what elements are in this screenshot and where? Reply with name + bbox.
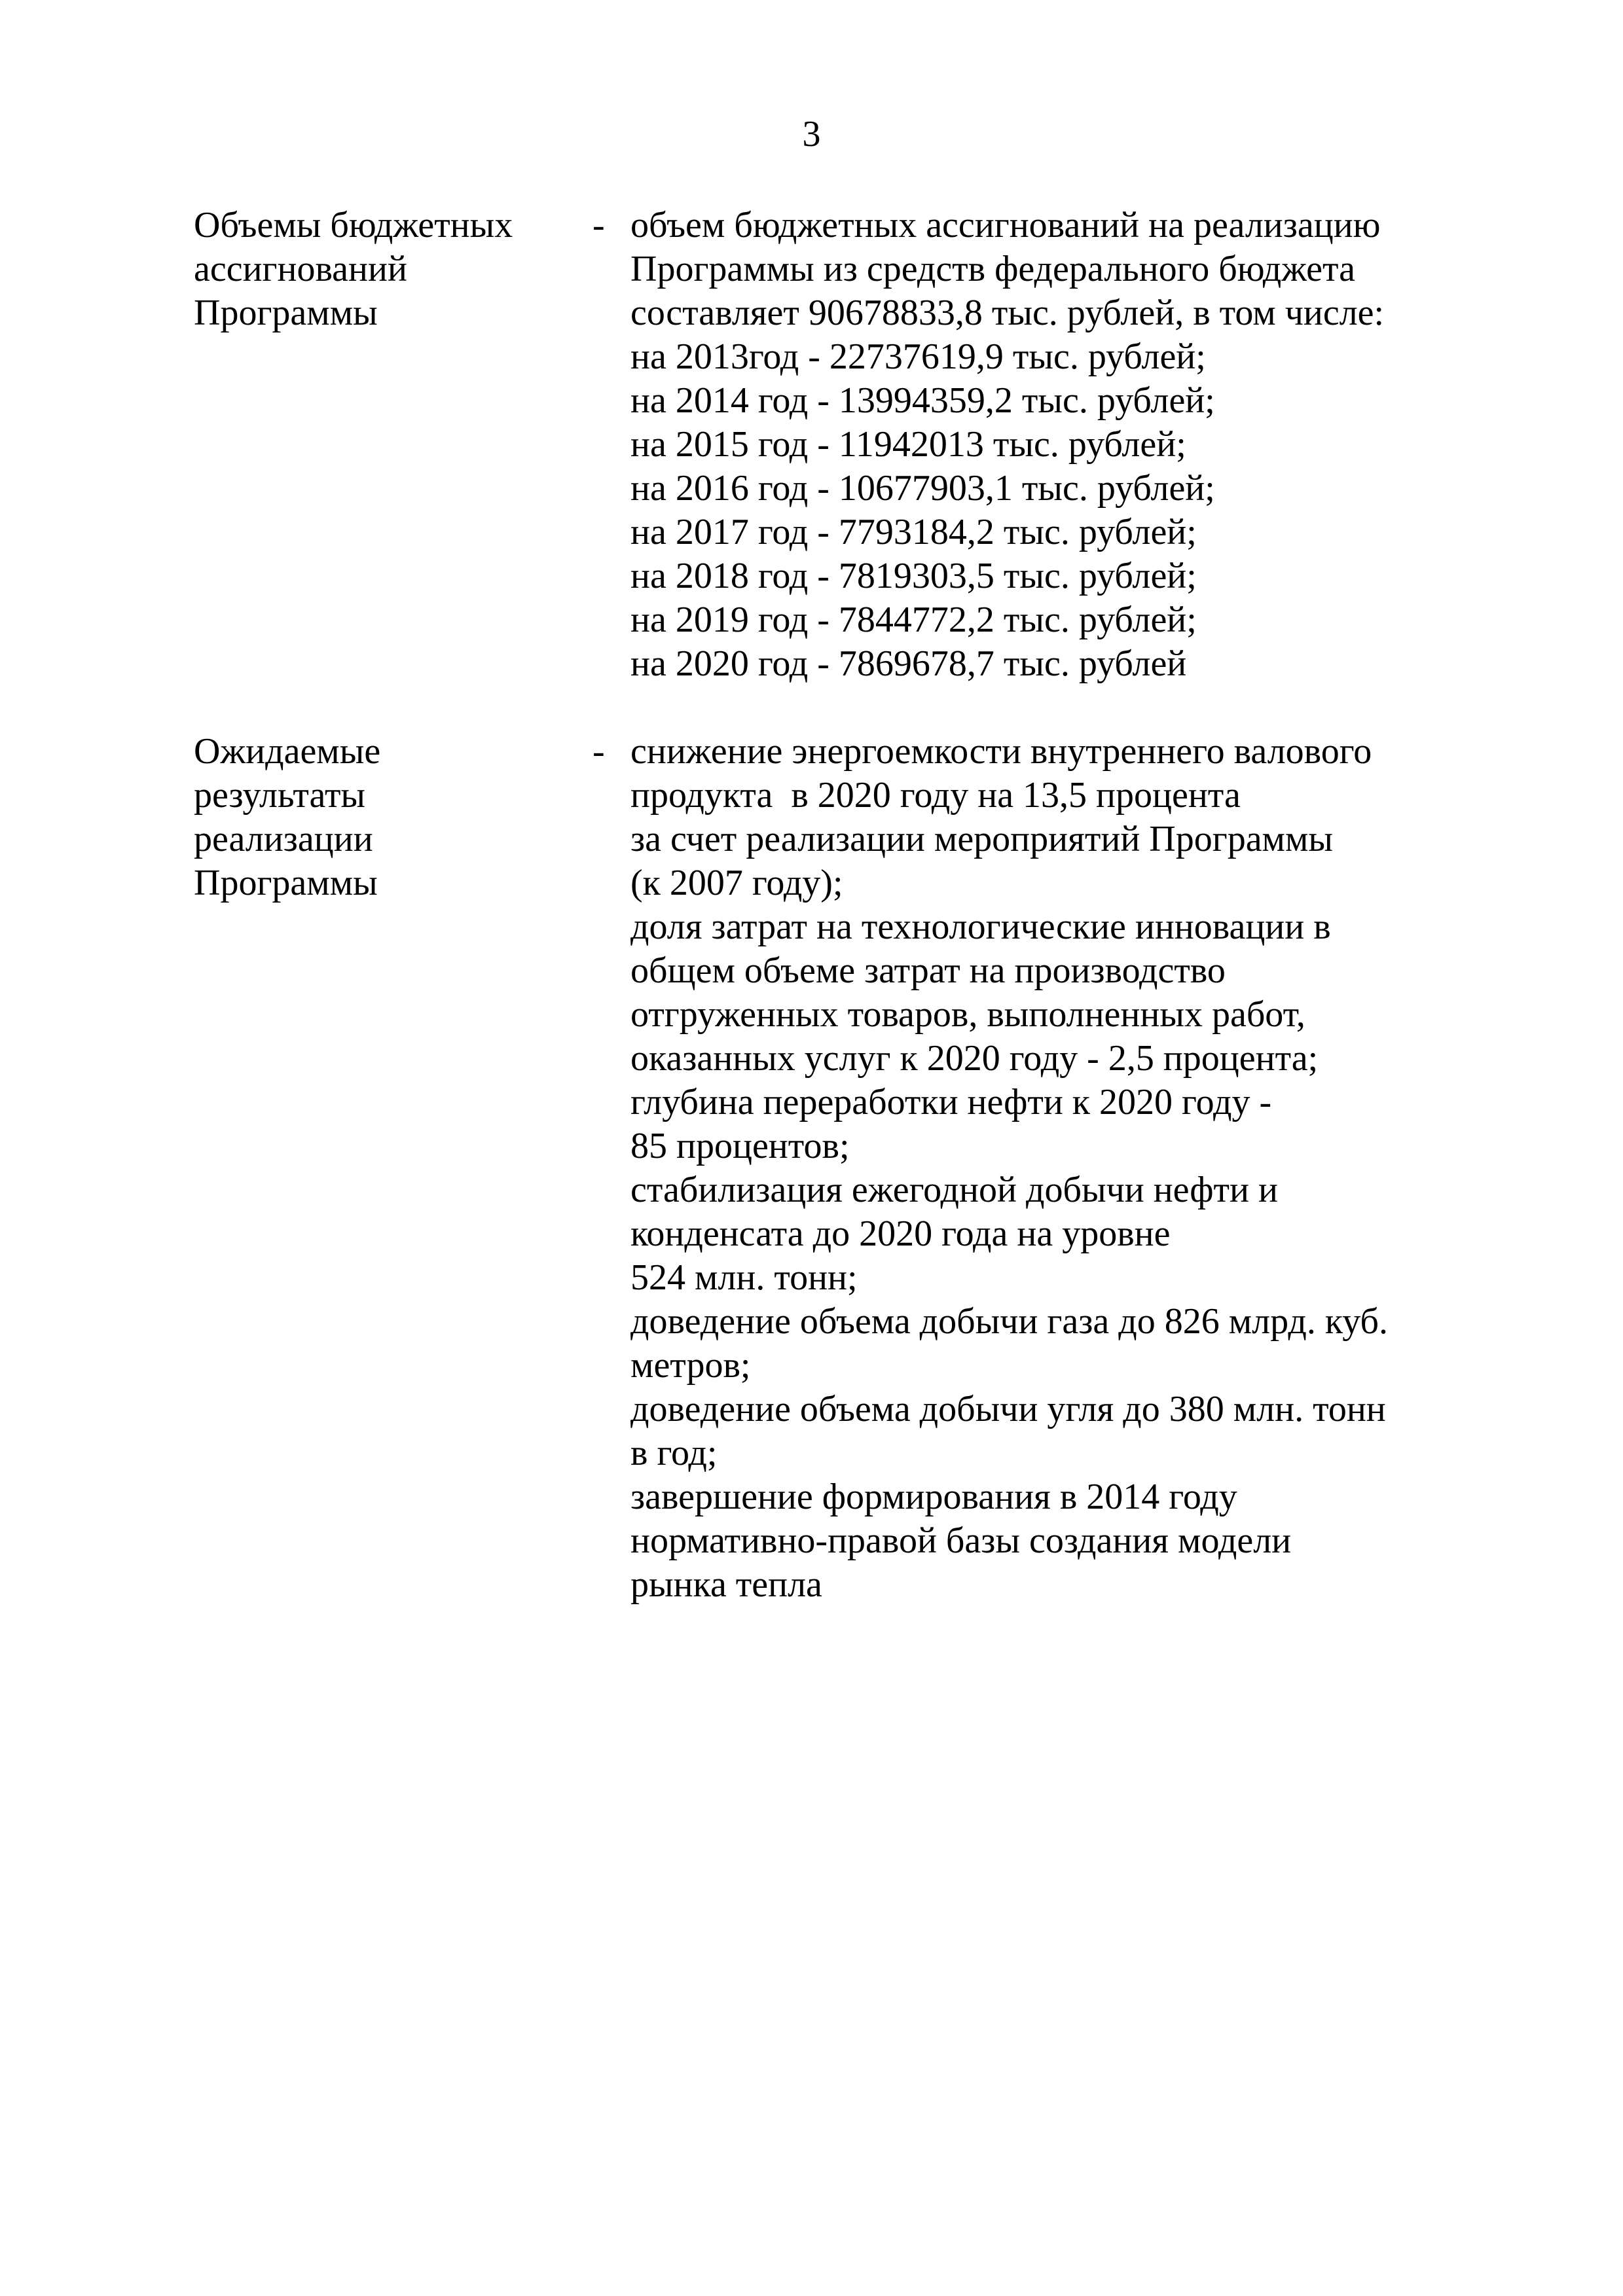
budget-line: Программы из средств федерального бюджета: [630, 249, 1356, 289]
results-line: стабилизация ежегодной добычи нефти и: [630, 1170, 1278, 1210]
results-line: конденсата до 2020 года на уровне: [630, 1213, 1171, 1254]
results-dash: -: [593, 731, 605, 772]
results-line: (к 2007 году);: [630, 863, 843, 903]
results-label: [194, 730, 560, 905]
results-line: метров;: [630, 1345, 751, 1386]
budget-line: на 2018 год - 7819303,5 тыс. рублей;: [630, 556, 1197, 596]
results-line: завершение формирования в 2014 году: [630, 1477, 1237, 1517]
budget-content: [630, 204, 1482, 686]
results-line: нормативно-правой базы создания модели: [630, 1520, 1292, 1561]
budget-line: на 2019 год - 7844772,2 тыс. рублей;: [630, 600, 1197, 640]
results-line: в год;: [630, 1433, 718, 1473]
budget-line: на 2015 год - 11942013 тыс. рублей;: [630, 424, 1186, 465]
results-content: [630, 730, 1482, 1607]
results-line: рынка тепла: [630, 1564, 822, 1605]
results-line: доведение объема добычи угля до 380 млн. тонн: [630, 1389, 1386, 1429]
results-line: глубина переработки нефти к 2020 году -: [630, 1082, 1272, 1122]
budget-line: на 2017 год - 7793184,2 тыс. рублей;: [630, 512, 1197, 552]
results-label-line: реализации: [194, 819, 373, 859]
results-line: отгруженных товаров, выполненных работ,: [630, 994, 1305, 1035]
budget-line: на 2020 год - 7869678,7 тыс. рублей: [630, 643, 1187, 684]
budget-label-line: Программы: [194, 293, 378, 333]
budget-line: составляет 90678833,8 тыс. рублей, в том числе:: [630, 293, 1385, 333]
results-line: оказанных услуг к 2020 году - 2,5 процента;: [630, 1038, 1319, 1079]
budget-label-line: ассигнований: [194, 249, 407, 289]
budget-line: на 2014 год - 13994359,2 тыс. рублей;: [630, 380, 1215, 421]
results-line: снижение энергоемкости внутреннего валового: [630, 731, 1372, 772]
results-line: 85 процентов;: [630, 1126, 850, 1166]
results-label-line: результаты: [194, 775, 366, 816]
page-number: 3: [802, 114, 821, 154]
budget-line: на 2013год - 22737619,9 тыс. рублей;: [630, 336, 1206, 377]
budget-label: [194, 204, 560, 335]
results-line: доведение объема добычи газа до 826 млрд. куб.: [630, 1301, 1389, 1342]
results-label-line: Программы: [194, 863, 378, 903]
budget-dash: -: [593, 205, 605, 245]
results-line: 524 млн. тонн;: [630, 1257, 858, 1298]
results-line: общем объеме затрат на производство: [630, 950, 1226, 991]
budget-line: на 2016 год - 10677903,1 тыс. рублей;: [630, 468, 1215, 509]
budget-line: объем бюджетных ассигнований на реализацию: [630, 205, 1381, 245]
results-line: за счет реализации мероприятий Программы: [630, 819, 1334, 859]
results-label-line: Ожидаемые: [194, 731, 381, 772]
results-line: продукта в 2020 году на 13,5 процента: [630, 775, 1241, 816]
results-line: доля затрат на технологические инновации в: [630, 906, 1331, 947]
budget-label-line: Объемы бюджетных: [194, 205, 513, 245]
